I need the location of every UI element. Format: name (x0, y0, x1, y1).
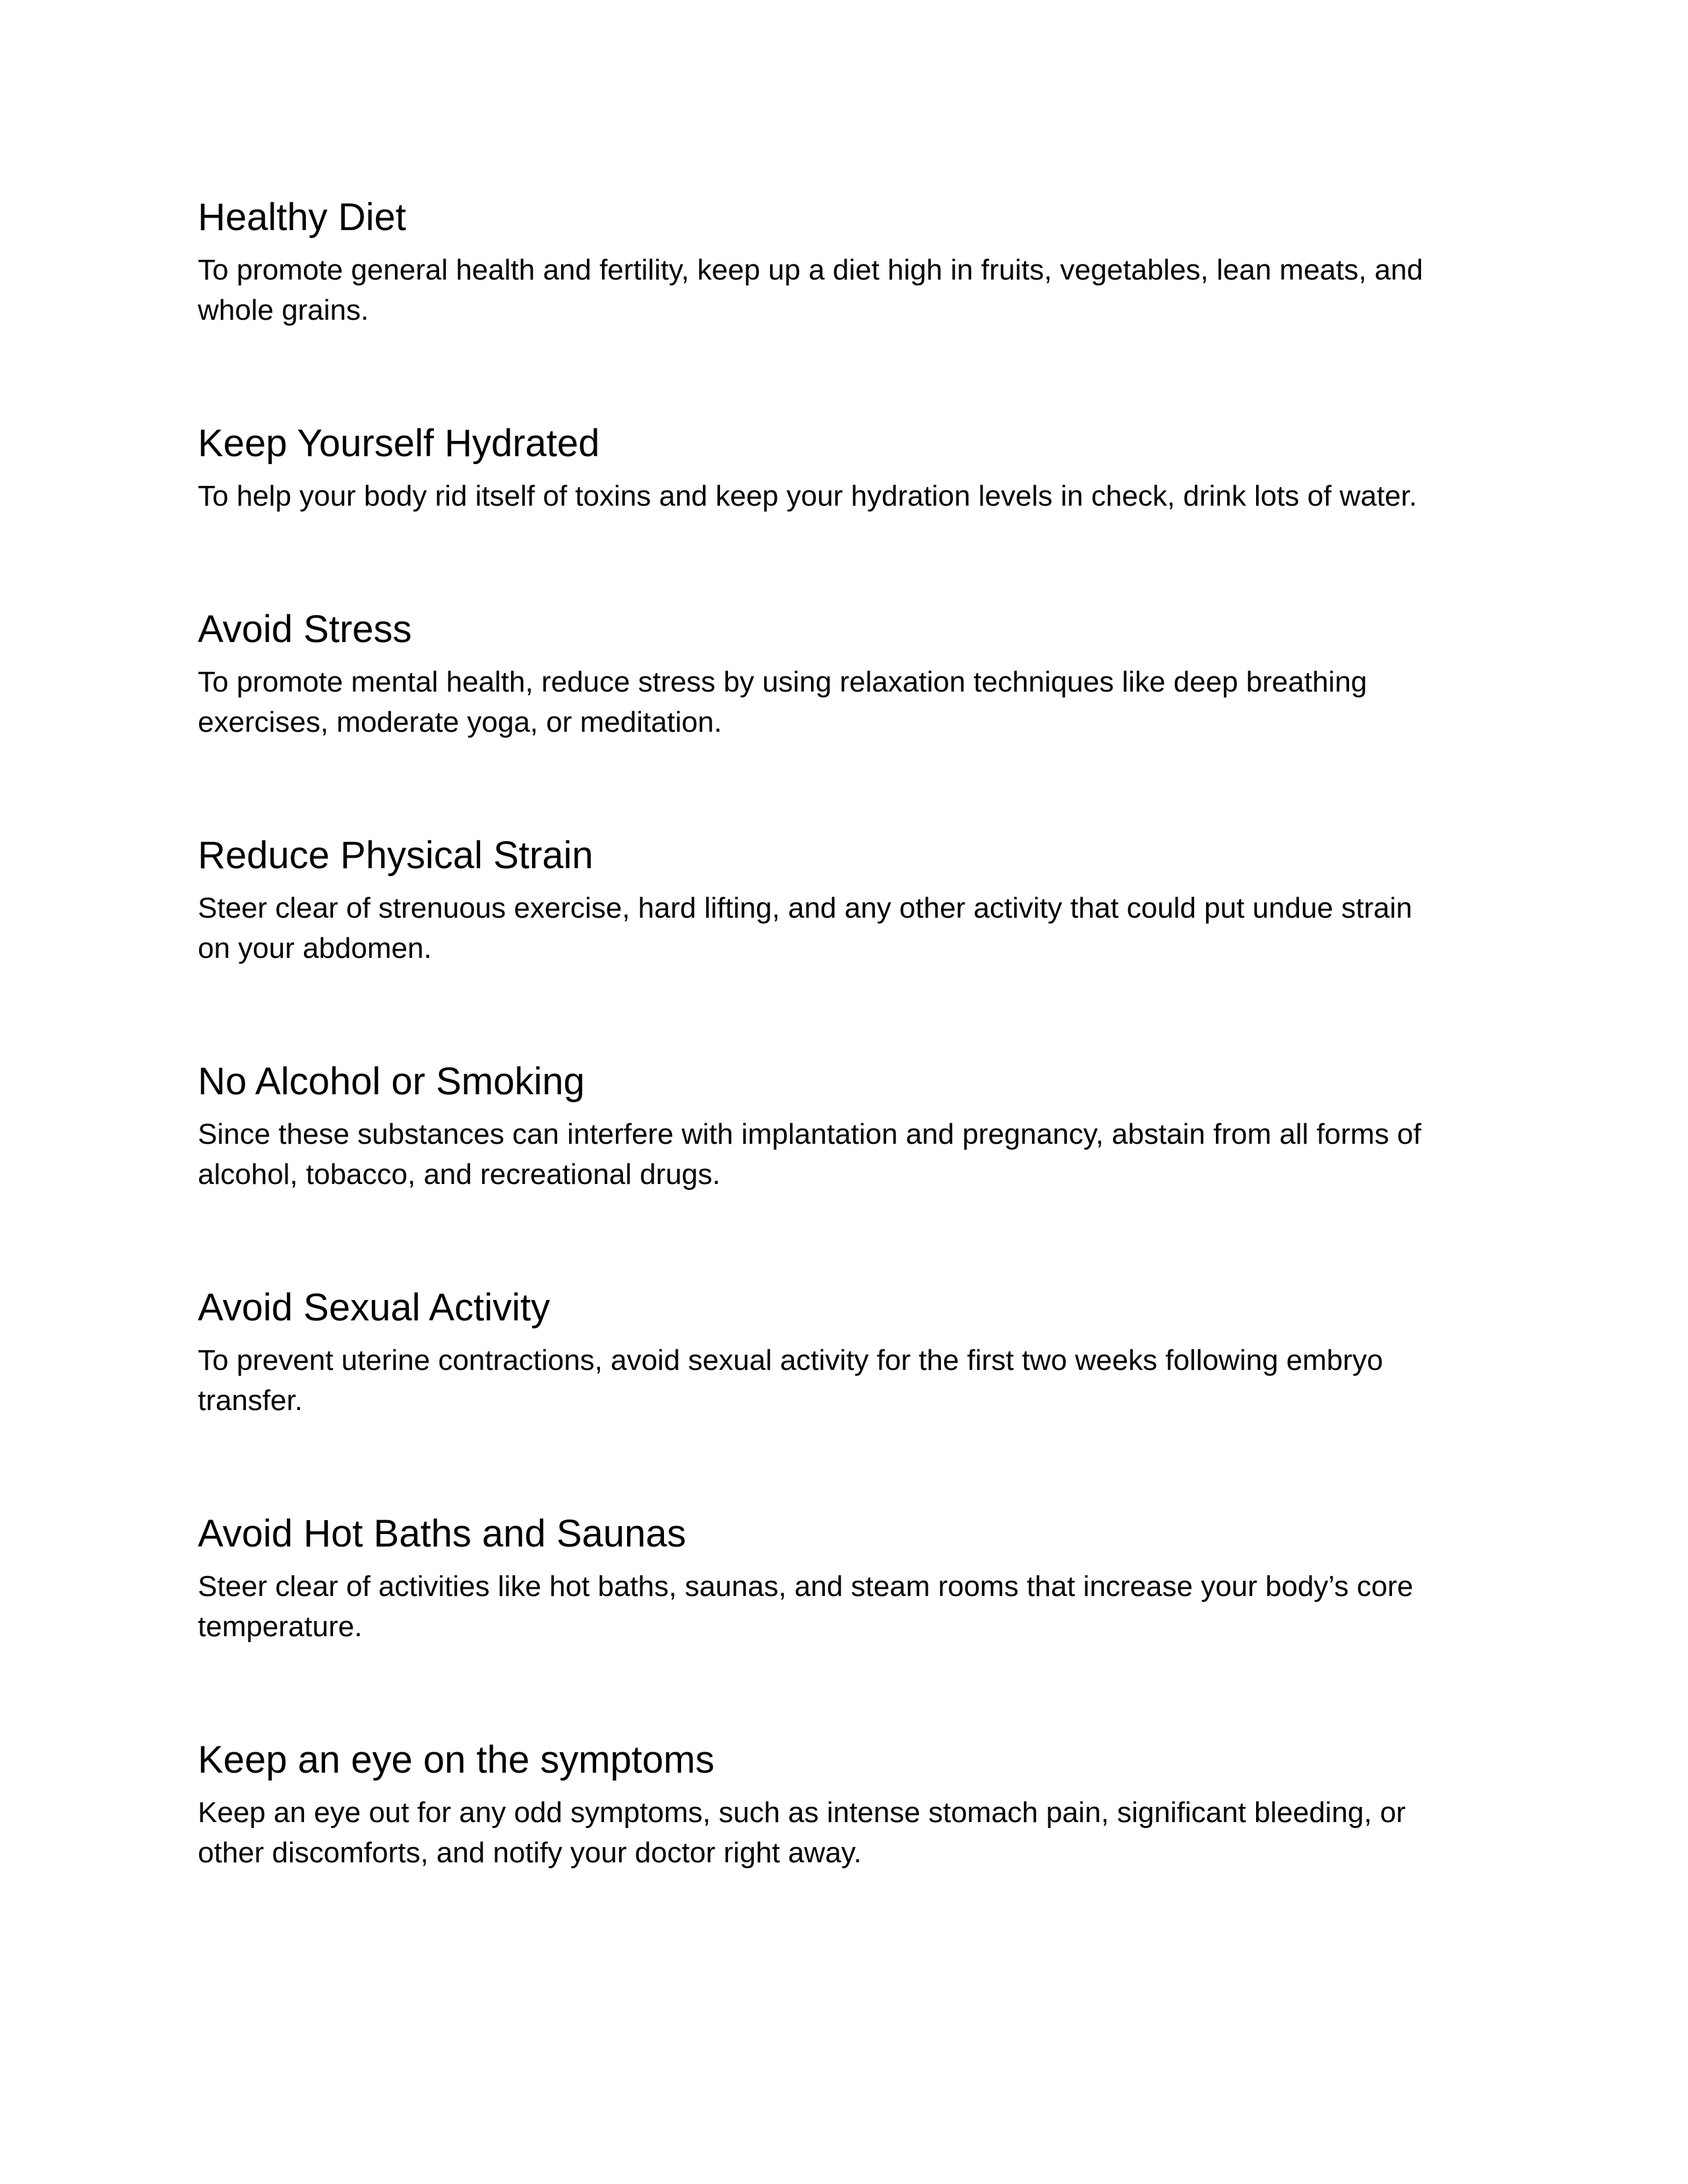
body-line-2: temperature. (198, 1610, 363, 1643)
section-title: Keep Yourself Hydrated (198, 422, 600, 465)
section-avoid-stress (198, 606, 1490, 742)
body-line-1: Steer clear of strenuous exercise, hard lifting, and any other activity that could put undue strain (198, 892, 1412, 924)
section-body (198, 662, 1490, 742)
section-body (198, 1340, 1490, 1421)
section-keep-yourself-hydrated (198, 421, 1490, 516)
section-title: Avoid Stress (198, 608, 412, 651)
body-line-1: Since these substances can interfere with implantation and pregnancy, abstain from all forms of (198, 1118, 1422, 1150)
section-avoid-hot-baths-and-saunas (198, 1511, 1490, 1647)
body-line-1: To help your body rid itself of toxins and keep your hydration levels in check, drink lots of water. (198, 480, 1417, 512)
section-healthy-diet (198, 194, 1490, 330)
body-line-1: To promote general health and fertility, keep up a diet high in fruits, vegetables, lean meats, and (198, 254, 1424, 286)
body-line-2: exercises, moderate yoga, or meditation. (198, 706, 722, 738)
section-avoid-sexual-activity (198, 1285, 1490, 1421)
section-body (198, 888, 1490, 968)
body-line-1: Steer clear of activities like hot baths, saunas, and steam rooms that increase your body’s core (198, 1570, 1414, 1603)
section-title: Avoid Sexual Activity (198, 1286, 551, 1329)
body-line-1: Keep an eye out for any odd symptoms, such as intense stomach pain, significant bleeding, or (198, 1796, 1406, 1829)
section-title: Reduce Physical Strain (198, 834, 593, 877)
section-title: Keep an eye on the symptoms (198, 1738, 715, 1781)
section-keep-an-eye-on-the-symptoms (198, 1737, 1490, 1873)
section-title: Avoid Hot Baths and Saunas (198, 1512, 686, 1555)
section-body (198, 1566, 1490, 1647)
section-body (198, 476, 1490, 516)
body-line-1: To promote mental health, reduce stress by using relaxation techniques like deep breathing (198, 666, 1368, 698)
body-line-2: alcohol, tobacco, and recreational drugs. (198, 1158, 721, 1191)
section-body (198, 1114, 1490, 1195)
section-title: No Alcohol or Smoking (198, 1060, 585, 1103)
body-line-2: transfer. (198, 1384, 303, 1417)
section-body (198, 1792, 1490, 1873)
section-title: Healthy Diet (198, 196, 406, 239)
section-reduce-physical-strain (198, 833, 1490, 968)
body-line-2: other discomforts, and notify your doctor right away. (198, 1837, 862, 1869)
body-line-1: To prevent uterine contractions, avoid sexual activity for the first two weeks following embryo (198, 1344, 1383, 1376)
body-line-2: on your abdomen. (198, 932, 432, 964)
section-body (198, 250, 1490, 330)
body-line-2: whole grains. (198, 294, 369, 326)
section-no-alcohol-or-smoking (198, 1059, 1490, 1195)
